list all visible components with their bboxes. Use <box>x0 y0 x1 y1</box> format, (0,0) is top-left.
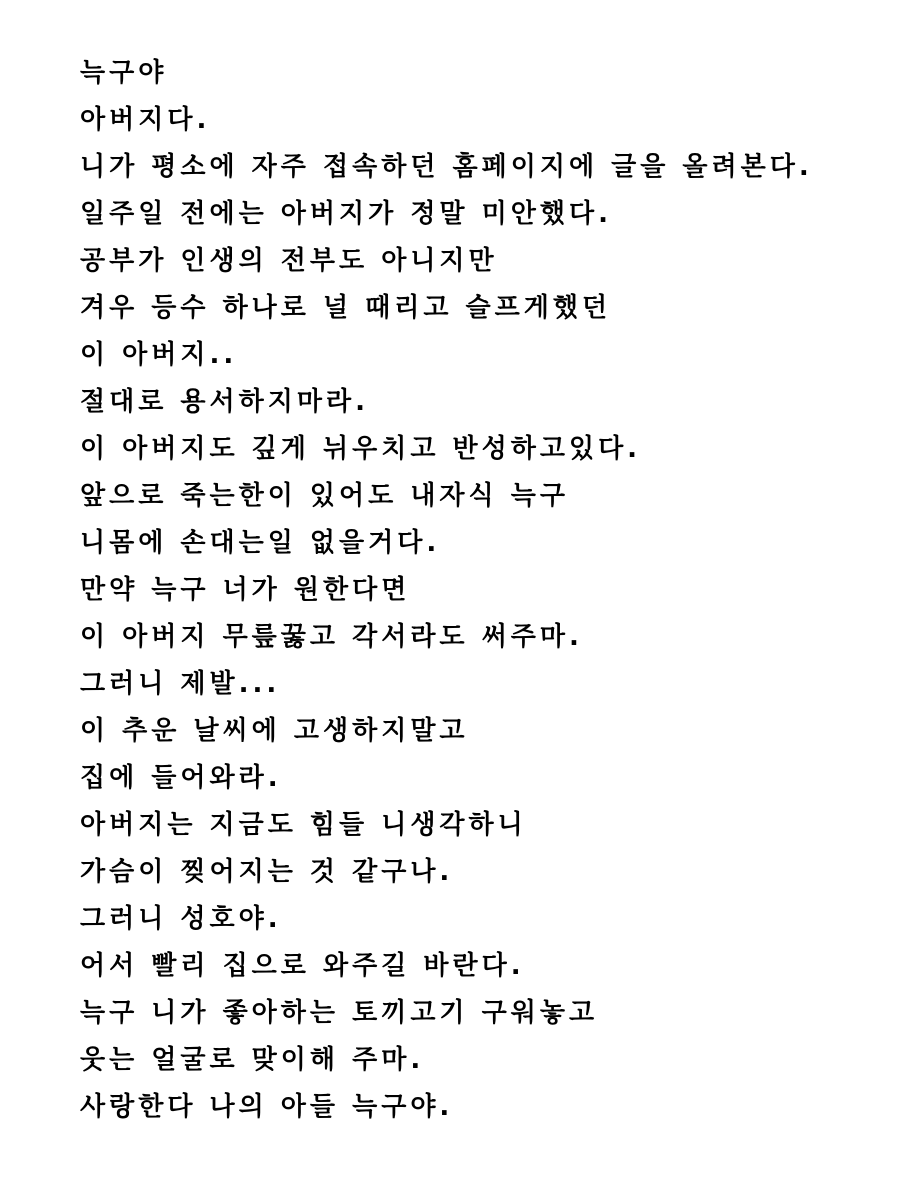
letter-line: 늑구야 <box>80 58 168 88</box>
letter-line: 어서 빨리 집으로 와주길 바란다. <box>80 951 525 981</box>
letter-line: 늑구 니가 좋아하는 토끼고기 구워놓고 <box>80 998 599 1028</box>
letter-line: 그러니 성호야. <box>80 904 282 934</box>
letter-line: 공부가 인생의 전부도 아니지만 <box>80 246 498 276</box>
letter-line: 앞으로 죽는한이 있어도 내자식 늑구 <box>80 481 569 511</box>
letter-line: 이 아버지.. <box>80 340 238 370</box>
letter-line: 이 추운 날씨에 고생하지말고 <box>80 716 469 746</box>
letter-line: 일주일 전에는 아버지가 정말 미안했다. <box>80 199 612 229</box>
letter-line: 겨우 등수 하나로 널 때리고 슬프게했던 <box>80 293 612 323</box>
letter-line: 가슴이 찢어지는 것 같구나. <box>80 857 454 887</box>
letter-line: 니몸에 손대는일 없을거다. <box>80 528 441 558</box>
letter-line: 아버지다. <box>80 105 211 135</box>
letter-line: 이 아버지도 깊게 뉘우치고 반성하고있다. <box>80 434 642 464</box>
letter-line: 집에 들어와라. <box>80 763 282 793</box>
letter-line: 이 아버지 무릎꿇고 각서라도 써주마. <box>80 622 583 652</box>
letter-line: 아버지는 지금도 힘들 니생각하니 <box>80 810 527 840</box>
letter-line: 만약 늑구 너가 원한다면 <box>80 575 411 605</box>
letter-line: 그러니 제발... <box>80 669 281 699</box>
letter-line: 웃는 얼굴로 맞이해 주마. <box>80 1045 425 1075</box>
letter-line: 니가 평소에 자주 접속하던 홈페이지에 글을 올려본다. <box>80 152 813 182</box>
letter-line: 사랑한다 나의 아들 늑구야. <box>80 1092 454 1122</box>
letter-body <box>80 50 880 1131</box>
letter-line: 절대로 용서하지마라. <box>80 387 369 417</box>
